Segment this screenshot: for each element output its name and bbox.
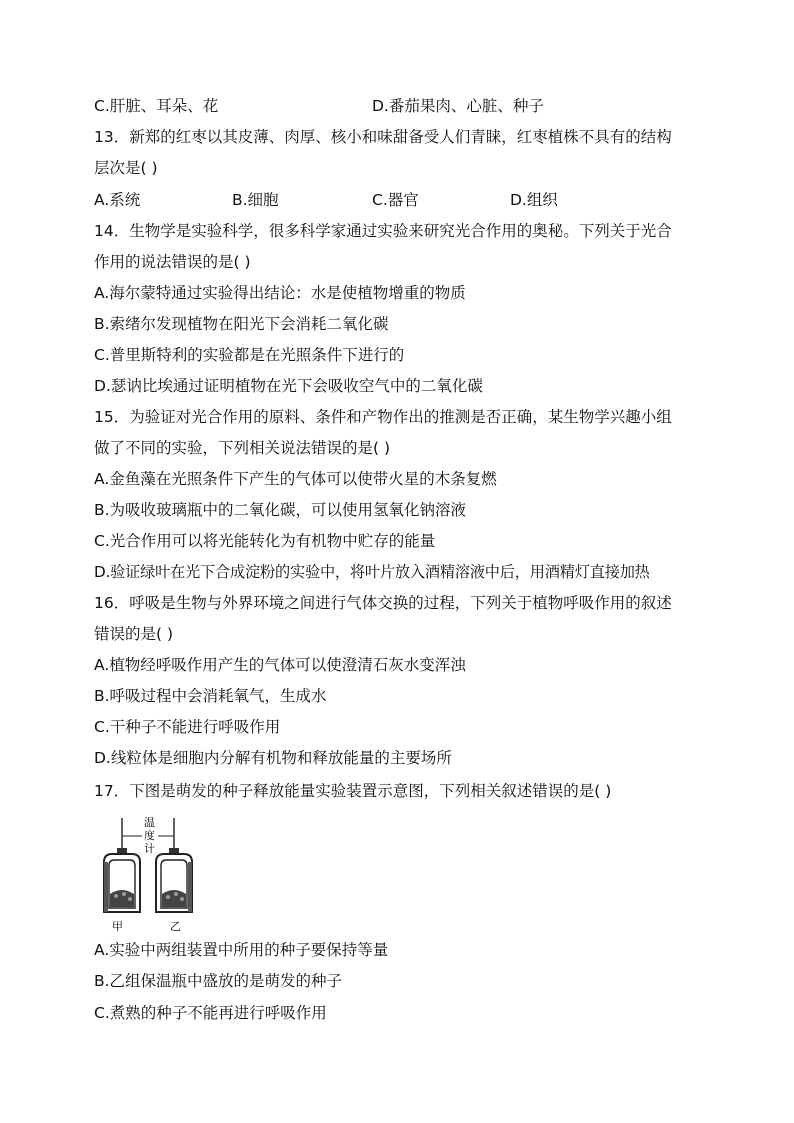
q14-stem-line-1: 14．生物学是实验科学，很多科学家通过实验来研究光合作用的奥秘。下列关于光合 xyxy=(94,222,672,240)
seed-dot xyxy=(114,894,118,898)
q16-option-d: D.线粒体是细胞内分解有机物和释放能量的主要场所 xyxy=(94,749,452,767)
thermos-flask-figure xyxy=(94,814,204,936)
q13-option-c: C.器官 xyxy=(372,191,419,209)
q16-stem-line-1: 16．呼吸是生物与外界环境之间进行气体交换的过程，下列关于植物呼吸作用的叙述 xyxy=(94,594,672,612)
flask-left-label: 甲 xyxy=(112,920,123,933)
q16-option-c: C.干种子不能进行呼吸作用 xyxy=(94,718,281,736)
q16-option-b: B.呼吸过程中会消耗氧气，生成水 xyxy=(94,687,327,705)
seed-dot xyxy=(174,892,178,896)
seed-dot xyxy=(166,895,170,899)
q17-option-b: B.乙组保温瓶中盛放的是萌发的种子 xyxy=(94,972,343,990)
q14-stem-line-2: 作用的说法错误的是( ) xyxy=(94,253,251,271)
q15-option-c: C.光合作用可以将光能转化为有机物中贮存的能量 xyxy=(94,532,436,550)
flask-right-label: 乙 xyxy=(170,920,181,933)
q14-option-d: D.瑟讷比埃通过证明植物在光下会吸收空气中的二氧化碳 xyxy=(94,377,483,395)
thermometer-label-char-1: 温 xyxy=(144,816,155,829)
seed-dot xyxy=(180,897,184,901)
flask-right xyxy=(156,818,192,912)
q15-option-b: B.为吸收玻璃瓶中的二氧化碳，可以使用氢氧化钠溶液 xyxy=(94,501,467,519)
q16-stem-line-2: 错误的是( ) xyxy=(94,625,174,643)
q13-stem-line-2: 层次是( ) xyxy=(94,159,158,177)
q15-option-d: D.验证绿叶在光下合成淀粉的实验中，将叶片放入酒精溶液中后，用酒精灯直接加热 xyxy=(94,563,650,581)
q12-option-c: C.肝脏、耳朵、花 xyxy=(94,97,219,115)
flask-left-wall-shade xyxy=(104,862,108,912)
q17-option-a: A.实验中两组装置中所用的种子要保持等量 xyxy=(94,941,389,959)
seed-dot xyxy=(128,897,132,901)
q16-option-a: A.植物经呼吸作用产生的气体可以使澄清石灰水变浑浊 xyxy=(94,656,466,674)
q13-option-b: B.细胞 xyxy=(232,191,279,209)
thermos-flask-diagram xyxy=(94,814,204,936)
q17-stem-line-1: 17．下图是萌发的种子释放能量实验装置示意图，下列相关叙述错误的是( ) xyxy=(94,782,612,800)
thermometer-label-char-2: 度 xyxy=(144,829,155,842)
q12-options xyxy=(94,96,544,116)
flask-left xyxy=(104,818,140,912)
q15-stem-line-2: 做了不同的实验，下列相关说法错误的是( ) xyxy=(94,439,391,457)
seed-dot xyxy=(122,892,126,896)
q14-option-c: C.普里斯特利的实验都是在光照条件下进行的 xyxy=(94,346,405,364)
thermometer-label-char-3: 计 xyxy=(144,842,155,855)
q12-option-d: D.番茄果肉、心脏、种子 xyxy=(372,97,544,115)
q14-option-b: B.索绪尔发现植物在阳光下会消耗二氧化碳 xyxy=(94,315,389,333)
q13-option-a: A.系统 xyxy=(94,191,141,209)
flask-right-wall-shade xyxy=(188,862,192,912)
q15-option-a: A.金鱼藻在光照条件下产生的气体可以使带火星的木条复燃 xyxy=(94,470,497,488)
q14-option-a: A.海尔蒙特通过实验得出结论：水是使植物增重的物质 xyxy=(94,284,466,302)
q13-option-d: D.组织 xyxy=(510,191,558,209)
q15-stem-line-1: 15．为验证对光合作用的原料、条件和产物作出的推测是否正确，某生物学兴趣小组 xyxy=(94,408,672,426)
q13-stem-line-1: 13．新郑的红枣以其皮薄、肉厚、核小和味甜备受人们青睐，红枣植株不具有的结构 xyxy=(94,128,672,146)
q17-option-c: C.煮熟的种子不能再进行呼吸作用 xyxy=(94,1004,327,1022)
